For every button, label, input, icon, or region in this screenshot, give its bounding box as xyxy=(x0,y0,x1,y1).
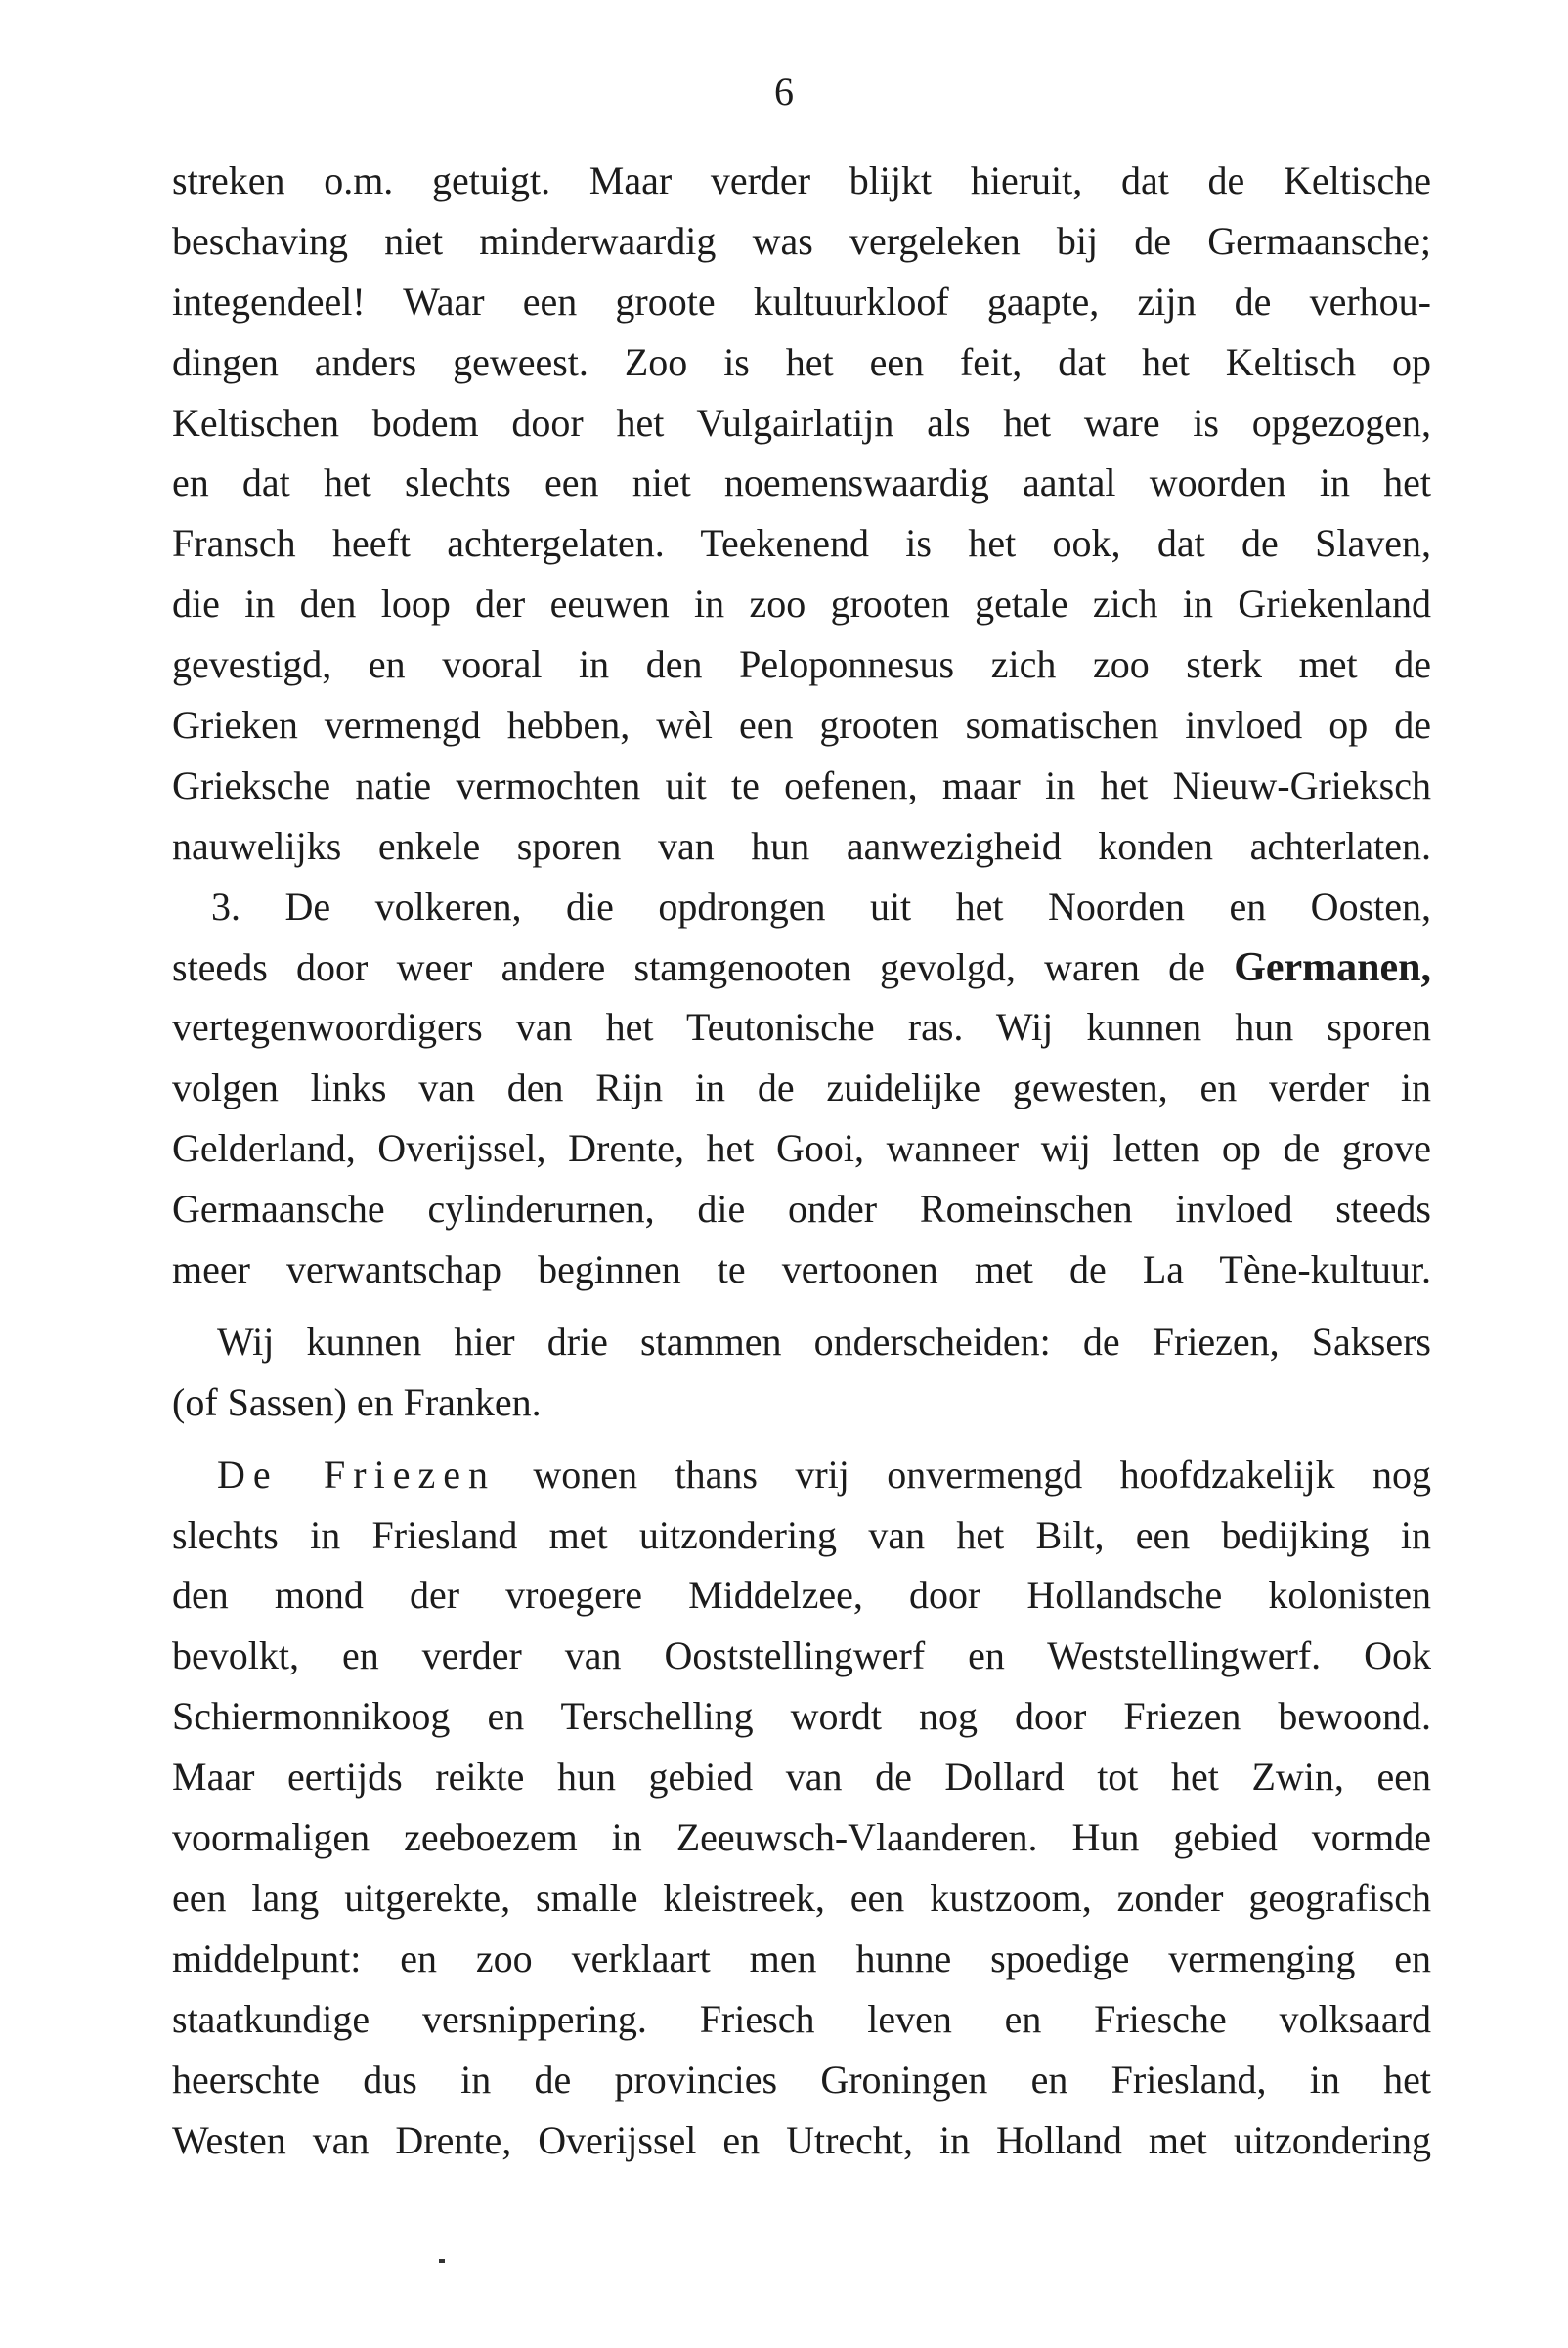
text-line: nauwelijks enkele sporen van hun aanwezigheid konden achterlaten. xyxy=(172,823,1431,868)
text-line: voormaligen zeeboezem in Zeeuwsch-Vlaanderen. Hun gebied vormde xyxy=(172,1815,1431,1860)
text-line: Keltischen bodem door het Vulgairlatijn als het ware is opgezogen, xyxy=(172,400,1431,445)
text-line: die in den loop der eeuwen in zoo grooten getale zich in Griekenland xyxy=(172,582,1431,627)
text-line: Fransch heeft achtergelaten. Teekenend is het ook, dat de Slaven, xyxy=(172,521,1431,566)
text-line: (of Sassen) en Franken. xyxy=(172,1379,542,1424)
page-number: 6 xyxy=(774,69,794,113)
text-line: een lang uitgerekte, smalle kleistreek, een kustzoom, zonder geografisch xyxy=(172,1875,1431,1920)
paragraph-1 xyxy=(172,151,1431,877)
text-line: beschaving niet minderwaardig was vergeleken bij de Germaansche; xyxy=(172,218,1431,263)
text-line: Gelderland, Overijssel, Drente, het Gooi, wanneer wij letten op de grove xyxy=(172,1126,1431,1171)
text-line: Schiermonnikoog en Terschelling wordt nog door Friezen bewoond. xyxy=(172,1694,1431,1739)
text-line: Grieksche natie vermochten uit te oefenen, maar in het Nieuw-Grieksch xyxy=(172,762,1431,807)
text-line: slechts in Friesland met uitzondering van het Bilt, een bedijking in xyxy=(172,1512,1431,1557)
text-line: meer verwantschap beginnen te vertoonen met de La Tène-kultuur. xyxy=(172,1247,1431,1292)
text-line: integendeel! Waar een groote kultuurkloof gaapte, zijn de verhou- xyxy=(172,279,1431,324)
stray-ink-mark xyxy=(439,2259,445,2263)
text-span: steeds door weer andere stamgenooten gevolgd, waren de xyxy=(172,944,1205,989)
text-span: wonen thans vrij onvermengd hoofdzakelijk nog xyxy=(533,1452,1431,1497)
paragraph-2 xyxy=(172,877,1431,1300)
text-line: en dat het slechts een niet noemenswaardig aantal woorden in het xyxy=(172,460,1431,505)
text-span: De volkeren, die opdrongen uit het Noorden en Oosten, xyxy=(284,884,1431,929)
paragraph-3 xyxy=(172,1312,1431,1433)
paragraph-4 xyxy=(172,1445,1431,2171)
paragraph-spacer xyxy=(172,1300,1431,1312)
spaced-term-friezen: De Friezen xyxy=(217,1452,496,1497)
text-line: staatkundige versnippering. Friesch leven en Friesche volksaard xyxy=(172,1996,1431,2041)
text-line: volgen links van den Rijn in de zuidelijke gewesten, en verder in xyxy=(172,1065,1431,1110)
text-line: den mond der vroegere Middelzee, door Hollandsche kolonisten xyxy=(172,1573,1431,1618)
text-line: Wij kunnen hier drie stammen onderscheiden: de Friezen, Saksers xyxy=(217,1319,1431,1364)
text-line xyxy=(172,877,1431,937)
text-line xyxy=(172,937,1431,998)
text-line: bevolkt, en verder van Ooststellingwerf en Weststellingwerf. Ook xyxy=(172,1633,1431,1678)
text-line: gevestigd, en vooral in den Peloponnesus zich zoo sterk met de xyxy=(172,642,1431,687)
text-line: middelpunt: en zoo verklaart men hunne spoedige vermenging en xyxy=(172,1935,1431,1980)
text-line xyxy=(172,1445,1431,1505)
text-line: vertegenwoordigers van het Teutonische ras. Wij kunnen hun sporen xyxy=(172,1005,1431,1050)
body-text xyxy=(172,151,1431,2170)
text-line: streken o.m. getuigt. Maar verder blijkt hieruit, dat de Keltische xyxy=(172,158,1431,202)
bold-term-germanen: Germanen, xyxy=(1234,944,1431,990)
text-line: Westen van Drente, Overijssel en Utrecht, in Holland met uitzondering xyxy=(172,2117,1431,2162)
text-line: Grieken vermengd hebben, wèl een grooten somatischen invloed op de xyxy=(172,703,1431,748)
paragraph-spacer xyxy=(172,1433,1431,1445)
text-line: Maar eertijds reikte hun gebied van de Dollard tot het Zwin, een xyxy=(172,1755,1431,1800)
text-line: heerschte dus in de provincies Groningen en Friesland, in het xyxy=(172,2057,1431,2102)
section-number: 3. xyxy=(211,884,240,929)
text-line: Germaansche cylinderurnen, die onder Romeinschen invloed steeds xyxy=(172,1187,1431,1232)
text-line: dingen anders geweest. Zoo is het een feit, dat het Keltisch op xyxy=(172,339,1431,384)
